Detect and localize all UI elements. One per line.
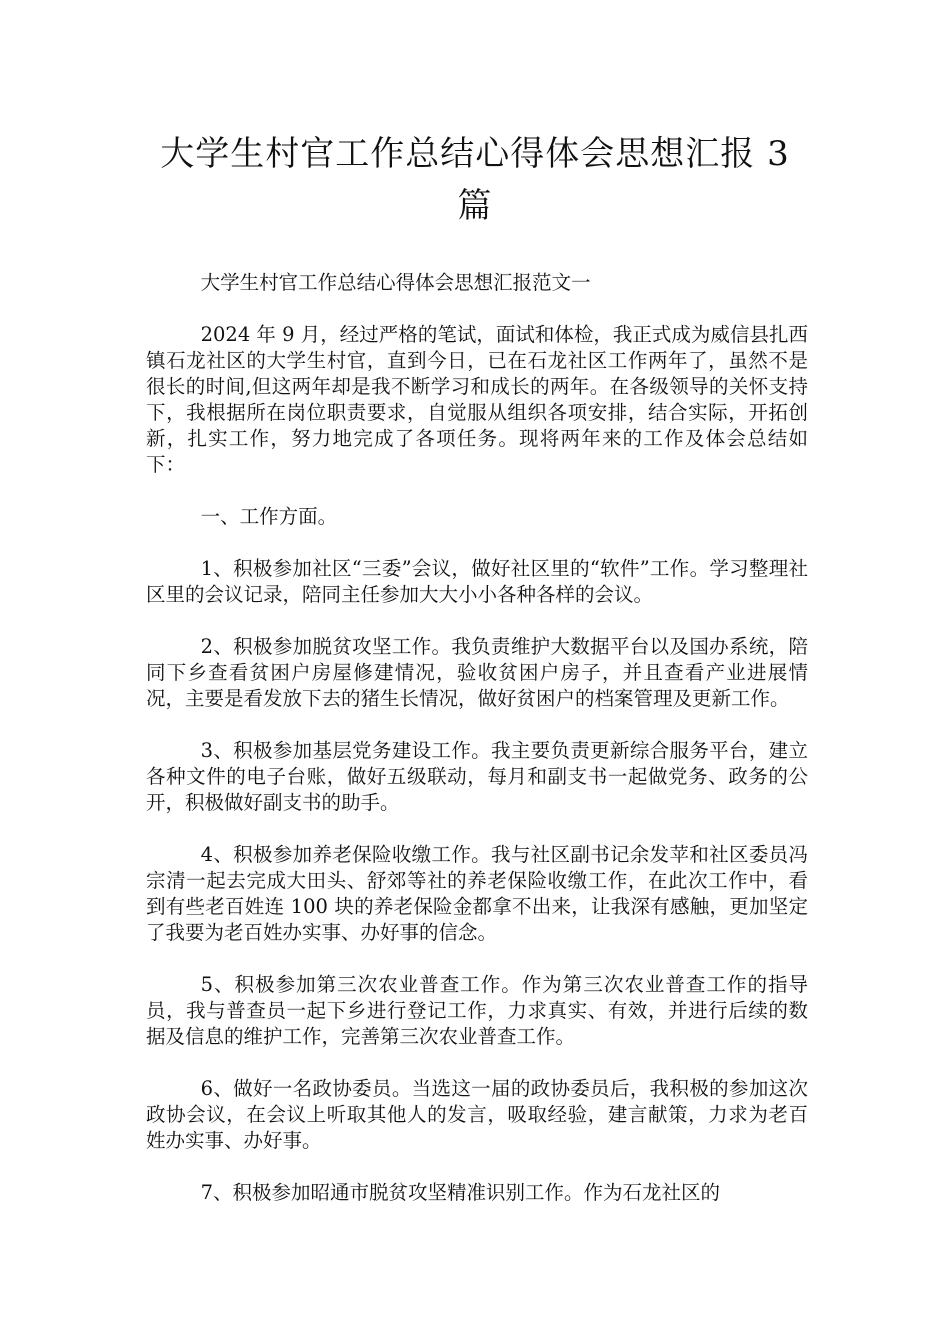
- document-body: [146, 270, 808, 1206]
- subtitle-paragraph: 大学生村官工作总结心得体会思想汇报范文一: [200, 271, 591, 294]
- document-title: 大学生村官工作总结心得体会思想汇报 3 篇: [160, 134, 790, 226]
- section-heading: 一、工作方面。: [200, 505, 338, 528]
- item-paragraph: 1、积极参加社区“三委”会议，做好社区里的“软件”工作。学习整理社区里的会议记录，陪同主任参加大大小小各种各样的会议。: [146, 557, 808, 606]
- item-paragraph: 2、积极参加脱贫攻坚工作。我负责维护大数据平台以及国办系统，陪同下乡查看贫困户房屋修建情况，验收贫困户房子，并且查看产业进展情况，主要是看发放下去的猪生长情况，做好贫困户的档案管理及更新工作。: [146, 635, 808, 710]
- item-paragraph: 5、积极参加第三次农业普查工作。作为第三次农业普查工作的指导员，我与普查员一起下乡进行登记工作，力求真实、有效，并进行后续的数据及信息的维护工作，完善第三次农业普查工作。: [146, 973, 808, 1048]
- item-paragraph: 7、积极参加昭通市脱贫攻坚精准识别工作。作为石龙社区的: [200, 1181, 721, 1204]
- item-paragraph: 6、做好一名政协委员。当选这一届的政协委员后，我积极的参加这次政协会议，在会议上听取其他人的发言，吸取经验，建言献策，力求为老百姓办实事、办好事。: [146, 1077, 808, 1152]
- item-paragraph: 4、积极参加养老保险收缴工作。我与社区副书记余发苹和社区委员冯宗清一起去完成大田头、舒郊等社的养老保险收缴工作，在此次工作中，看到有些老百姓连 100 块的养老保险金都拿不出来，让我深有感触，更加坚定了我要为老百姓办实事、办好事的信念。: [146, 843, 808, 944]
- item-paragraph: 3、积极参加基层党务建设工作。我主要负责更新综合服务平台，建立各种文件的电子台账，做好五级联动，每月和副支书一起做党务、政务的公开，积极做好副支书的助手。: [146, 739, 808, 814]
- intro-paragraph: 2024 年 9 月，经过严格的笔试，面试和体检，我正式成为威信县扎西镇石龙社区的大学生村官，直到今日，已在石龙社区工作两年了，虽然不是很长的时间,但这两年却是我不断学习和成长的两年。在各级领导的关怀支持下，我根据所在岗位职责要求，自觉服从组织各项安排，结合实际，开拓创新，扎实工作，努力地完成了各项任务。现将两年来的工作及体会总结如下：: [146, 323, 808, 476]
